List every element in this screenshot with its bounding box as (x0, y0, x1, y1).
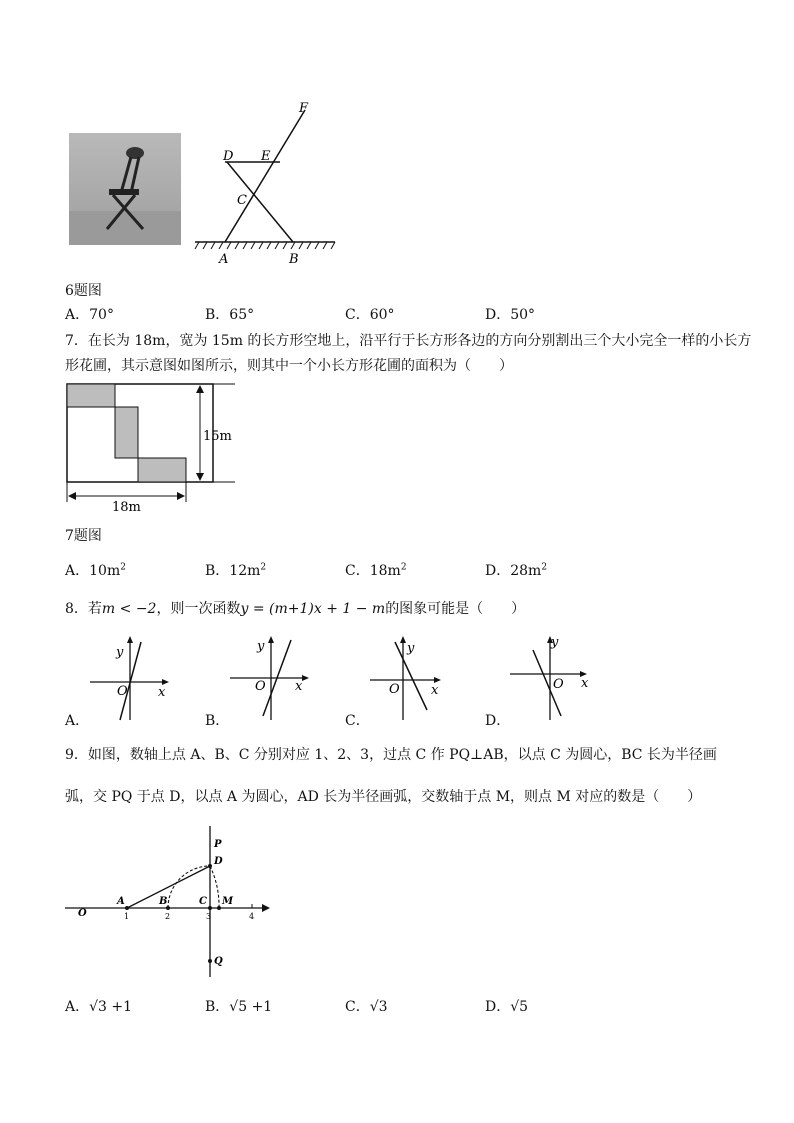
svg-text:1: 1 (124, 912, 130, 921)
q7-width-label: 18m (112, 500, 141, 515)
q7-stem-line1: 7．在长为 18m，宽为 15m 的长方形空地上，沿平行于长方形各边的方向分别割出三个大小完全一样的小长方 (65, 333, 752, 349)
svg-text:O: O (117, 684, 128, 699)
q7-option-a[interactable]: A．$10m^2$ (65, 562, 126, 579)
q9-number-line-diagram (60, 822, 275, 982)
svg-text:x: x (581, 676, 589, 691)
folding-chair-diagram (185, 100, 345, 270)
q7-option-c[interactable]: C．$18m^2$ (345, 562, 407, 579)
q9-option-a[interactable]: A．√3 +1 (65, 999, 133, 1015)
q8-graph-d[interactable] (505, 632, 600, 727)
q8-option-c[interactable]: C． (345, 713, 370, 729)
label-A: A (219, 252, 229, 267)
label-E: E (261, 149, 271, 164)
svg-text:3: 3 (206, 912, 212, 921)
q8-option-d[interactable]: D． (485, 713, 511, 729)
svg-text:M: M (222, 896, 234, 907)
q6-caption: 6题图 (65, 283, 102, 299)
q6-option-b[interactable]: B．65° (205, 307, 255, 323)
svg-text:D: D (214, 856, 223, 867)
q7-height-label: 15m (203, 429, 232, 444)
svg-text:y: y (407, 641, 415, 656)
svg-text:x: x (295, 679, 303, 694)
q7-option-b[interactable]: B．$12m^2$ (205, 562, 267, 579)
svg-text:y: y (257, 639, 265, 654)
svg-text:Q: Q (214, 956, 223, 967)
label-D: D (223, 149, 234, 164)
q7-garden-diagram (60, 380, 250, 515)
q8-option-b[interactable]: B． (205, 713, 230, 729)
q7-caption: 7题图 (65, 528, 102, 544)
chair-icon (69, 133, 181, 245)
svg-text:O: O (78, 908, 87, 919)
svg-text:P: P (214, 839, 222, 850)
q8-graph-a[interactable] (85, 632, 180, 727)
svg-text:C: C (199, 896, 207, 907)
svg-text:O: O (553, 677, 564, 692)
svg-text:O: O (389, 682, 400, 697)
label-C: C (237, 193, 247, 208)
label-F: F (299, 101, 309, 116)
q9-stem-line2: 弧，交 PQ 于点 D，以点 A 为圆心，AD 长为半径画弧，交数轴于点 M，则点 M 对应的数是（ ） (65, 789, 702, 805)
q9-option-d[interactable]: D．√5 (485, 999, 529, 1015)
svg-text:B: B (159, 896, 168, 907)
q9-stem-line1: 9．如图，数轴上点 A、B、C 分别对应 1、2、3，过点 C 作 PQ⊥AB，以点 C 为圆心，BC 长为半径画 (65, 747, 717, 763)
q9-option-b[interactable]: B．√5 +1 (205, 999, 273, 1015)
q8-option-a[interactable]: A． (65, 713, 90, 729)
q7-stem-line2: 形花圃，其示意图如图所示，则其中一个小长方形花圃的面积为（ ） (65, 358, 513, 374)
q8-graph-c[interactable] (365, 632, 460, 727)
q8-graph-b[interactable] (225, 632, 320, 727)
svg-text:4: 4 (249, 912, 255, 921)
svg-text:x: x (158, 685, 166, 700)
svg-text:y: y (551, 635, 559, 650)
chair-photo (69, 133, 181, 245)
q9-option-c[interactable]: C．√3 (345, 999, 388, 1015)
svg-text:x: x (431, 683, 439, 698)
q6-option-d[interactable]: D．50° (485, 307, 536, 323)
q8-stem: 8．若m < −2，则一次函数y = (m+1)x + 1 − m的图象可能是（ ） (65, 601, 526, 617)
svg-text:A: A (117, 896, 125, 907)
q6-option-a[interactable]: A．70° (65, 307, 114, 323)
label-B: B (289, 252, 299, 267)
q6-option-c[interactable]: C．60° (345, 307, 395, 323)
q7-option-d[interactable]: D．$28m^2$ (485, 562, 548, 579)
svg-text:O: O (255, 679, 266, 694)
svg-text:y: y (116, 645, 124, 660)
svg-text:2: 2 (165, 912, 171, 921)
